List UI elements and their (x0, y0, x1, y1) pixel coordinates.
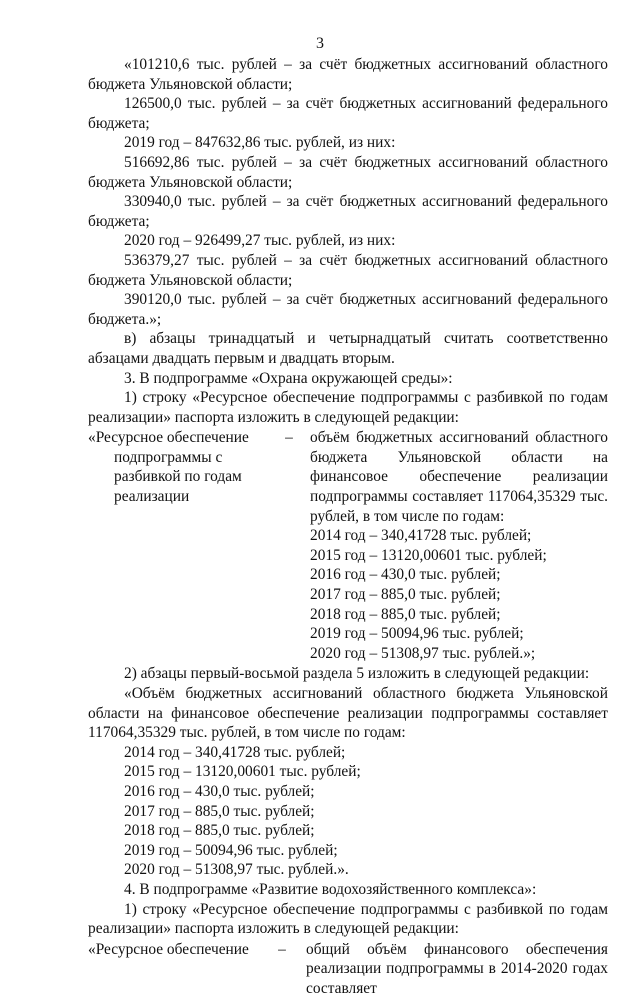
section-heading: 3. В подпрограмме «Охрана окружающей среды»: (124, 369, 453, 387)
passport-row-dash: – (278, 940, 286, 958)
paragraph: «Объём бюджетных ассигнований областного бюджета Ульяновской области на финансовое обеспечение реализации подпрограммы составляет 117064,35329 тыс. рублей, в том числе по годам: (88, 685, 608, 742)
paragraph: в) абзацы тринадцатый и четырнадцатый считать соответственно абзацами двадцать первым и двадцать вторым. (88, 330, 608, 367)
passport-row-value: общий объём финансового обеспечения реализации подпрограммы в 2014-2020 годах составляет (306, 940, 608, 997)
year-line: 2018 год – 885,0 тыс. рублей; (310, 605, 501, 623)
section-heading: 4. В подпрограмме «Развитие водохозяйственного комплекса»: (124, 880, 537, 898)
passport-row-table (88, 940, 608, 999)
year-line: 2020 год – 51308,97 тыс. рублей.». (124, 861, 349, 879)
year-line: 2017 год – 885,0 тыс. рублей; (124, 802, 315, 820)
paragraph: «101210,6 тыс. рублей – за счёт бюджетных ассигнований областного бюджета Ульяновской области; (88, 56, 608, 93)
paragraph: 2020 год – 926499,27 тыс. рублей, из них: (124, 232, 396, 250)
year-line: 2014 год – 340,41728 тыс. рублей; (124, 743, 346, 761)
year-line: 2019 год – 50094,96 тыс. рублей; (310, 625, 524, 643)
document-body (88, 55, 608, 1000)
year-line: 2016 год – 430,0 тыс. рублей; (310, 566, 501, 584)
paragraph: 1) строку «Ресурсное обеспечение подпрограммы с разбивкой по годам реализации» паспорта изложить в следующей редакции: (88, 389, 608, 426)
paragraph: 390120,0 тыс. рублей – за счёт бюджетных ассигнований федерального бюджета.»; (88, 291, 608, 328)
year-line: 2020 год – 51308,97 тыс. рублей.»; (310, 644, 536, 662)
paragraph: 2019 год – 847632,86 тыс. рублей, из них: (124, 134, 396, 152)
year-line: 2015 год – 13120,00601 тыс. рублей; (124, 763, 361, 781)
year-line: 2015 год – 13120,00601 тыс. рублей; (310, 546, 547, 564)
passport-row-text: объём бюджетных ассигнований областного бюджета Ульяновской области на финансовое обеспечение реализации подпрограммы составляет 117064,35329 тыс. рублей, в том числе по годам: (310, 429, 608, 525)
paragraph: 1) строку «Ресурсное обеспечение подпрограммы с разбивкой по годам реализации» паспорта изложить в следующей редакции: (88, 900, 608, 938)
passport-row-dash: – (285, 429, 293, 447)
year-line: 2017 год – 885,0 тыс. рублей; (310, 586, 501, 604)
paragraph: 516692,86 тыс. рублей – за счёт бюджетных ассигнований областного бюджета Ульяновской области; (88, 153, 608, 191)
paragraph: 330940,0 тыс. рублей – за счёт бюджетных ассигнований федерального бюджета; (88, 193, 608, 230)
year-line: 2014 год – 340,41728 тыс. рублей; (310, 527, 532, 545)
year-line: 2018 год – 885,0 тыс. рублей; (124, 822, 315, 840)
year-list (88, 743, 608, 880)
passport-row-label: «Ресурсное обеспечение подпрограммы с разбивкой по годам реализации (88, 429, 249, 506)
paragraph: 536379,27 тыс. рублей – за счёт бюджетных ассигнований областного бюджета Ульяновской области; (88, 251, 608, 289)
passport-row-label: «Ресурсное обеспечение (88, 940, 249, 958)
passport-row-table (88, 428, 608, 663)
page-number: 3 (316, 35, 324, 52)
year-line: 2016 год – 430,0 тыс. рублей; (124, 782, 315, 800)
passport-row-value (310, 428, 608, 663)
year-line: 2019 год – 50094,96 тыс. рублей; (124, 841, 338, 859)
paragraph: 126500,0 тыс. рублей – за счёт бюджетных ассигнований федерального бюджета; (88, 95, 608, 132)
paragraph: 2) абзацы первый-восьмой раздела 5 изложить в следующей редакции: (124, 665, 590, 683)
